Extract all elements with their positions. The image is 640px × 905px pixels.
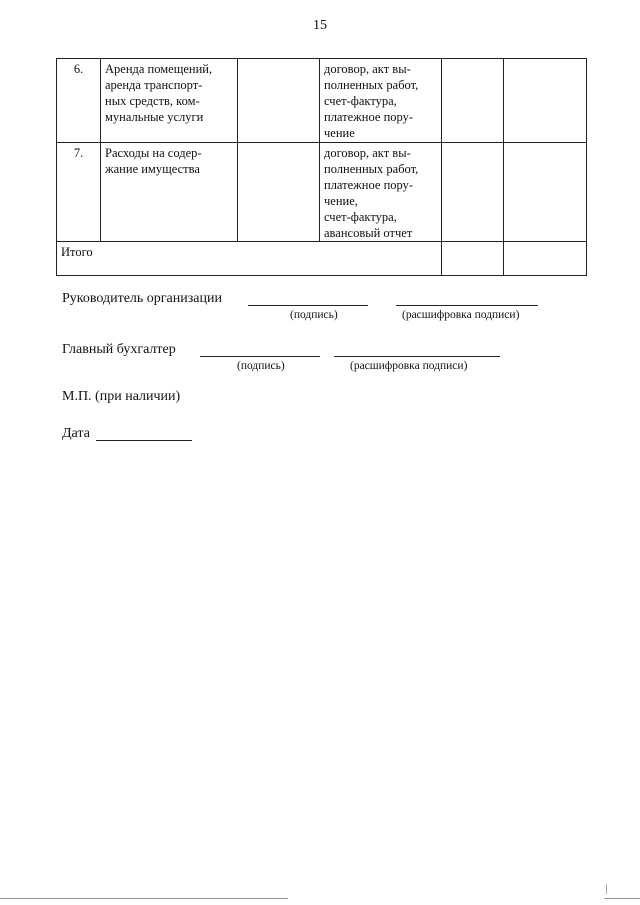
head-decoding-caption: (расшифровка подписи) bbox=[402, 309, 520, 321]
date-label: Дата bbox=[62, 426, 90, 441]
documents-cell: договор, акт вы- полненных работ, счет-фактура, платежное пору- чение bbox=[320, 59, 442, 143]
footer-rule bbox=[604, 898, 640, 899]
documents-cell: договор, акт вы- полненных работ, платежное пору- чение, счет-фактура, авансовый отчет bbox=[320, 143, 442, 242]
total-row bbox=[57, 242, 587, 276]
head-signature-label: Руководитель организации bbox=[62, 291, 222, 306]
head-signature-line[interactable] bbox=[248, 305, 368, 306]
footer-rule bbox=[0, 898, 288, 899]
expense-name: Расходы на содер- жание имущества bbox=[101, 143, 238, 242]
accountant-signature-caption: (подпись) bbox=[237, 360, 285, 372]
accountant-decoding-caption: (расшифровка подписи) bbox=[350, 360, 468, 372]
accountant-signature-line[interactable] bbox=[200, 356, 320, 357]
amount-cell bbox=[238, 59, 320, 143]
table-row bbox=[57, 59, 587, 143]
value-cell bbox=[442, 59, 504, 143]
head-decoding-line[interactable] bbox=[396, 305, 538, 306]
total-label: Итого bbox=[57, 242, 442, 276]
expense-name: Аренда помещений, аренда транспорт- ных средств, ком- мунальные услуги bbox=[101, 59, 238, 143]
total-value-cell bbox=[442, 242, 504, 276]
row-number: 7. bbox=[57, 143, 101, 242]
total-value-cell bbox=[504, 242, 587, 276]
value-cell bbox=[442, 143, 504, 242]
expense-table bbox=[56, 58, 587, 276]
accountant-signature-label: Главный бухгалтер bbox=[62, 342, 176, 357]
value-cell bbox=[504, 143, 587, 242]
amount-cell bbox=[238, 143, 320, 242]
table-row bbox=[57, 143, 587, 242]
value-cell bbox=[504, 59, 587, 143]
scan-mark bbox=[606, 884, 619, 894]
page-number: 15 bbox=[313, 18, 327, 33]
accountant-decoding-line[interactable] bbox=[334, 356, 500, 357]
date-line[interactable] bbox=[96, 440, 192, 441]
row-number: 6. bbox=[57, 59, 101, 143]
stamp-label: М.П. (при наличии) bbox=[62, 389, 181, 404]
head-signature-caption: (подпись) bbox=[290, 309, 338, 321]
